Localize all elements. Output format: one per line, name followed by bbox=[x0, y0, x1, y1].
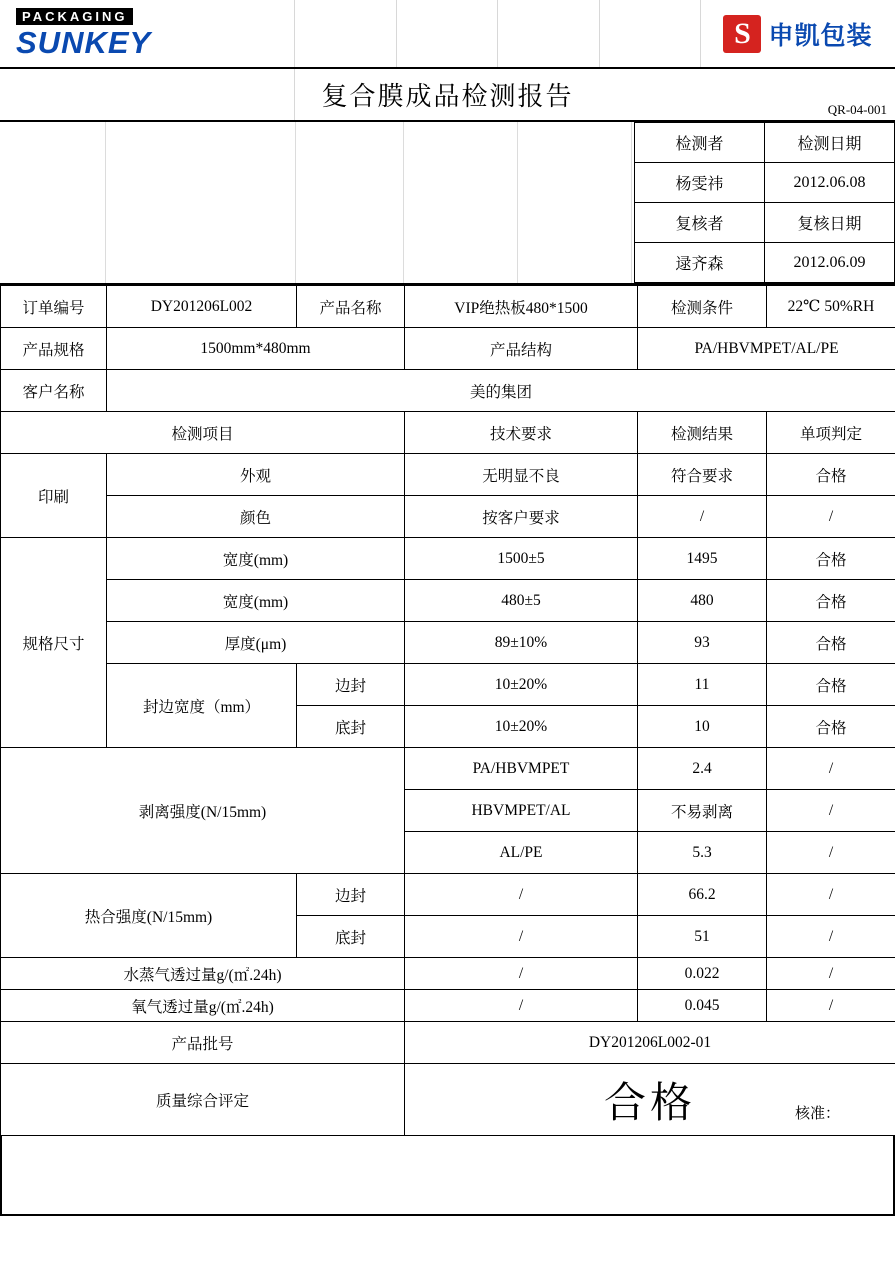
judge-bottom-seal: 合格 bbox=[767, 706, 895, 748]
judge-heatseal-bottom: / bbox=[767, 916, 895, 958]
req-bottom-seal: 10±20% bbox=[405, 706, 638, 748]
table-row-seal-1 bbox=[1, 664, 895, 706]
req-color: 按客户要求 bbox=[405, 496, 638, 538]
order-no-label: 订单编号 bbox=[1, 286, 107, 328]
result-color: / bbox=[638, 496, 767, 538]
header-item: 检测项目 bbox=[1, 412, 405, 454]
reviewer-name: 逯齐森 bbox=[635, 243, 765, 283]
table-row-heatseal-1 bbox=[1, 874, 895, 916]
header-judge: 单项判定 bbox=[767, 412, 895, 454]
table-row-order bbox=[1, 286, 895, 328]
group-dimension: 规格尺寸 bbox=[1, 538, 107, 748]
header-result: 检测结果 bbox=[638, 412, 767, 454]
test-condition-value: 22℃ 50%RH bbox=[767, 286, 895, 328]
judge-heatseal-side: / bbox=[767, 874, 895, 916]
item-side-seal: 边封 bbox=[297, 664, 405, 706]
group-peel-strength: 剥离强度(N/15mm) bbox=[1, 748, 405, 874]
document-code: QR-04-001 bbox=[827, 102, 887, 117]
result-heatseal-bottom: 51 bbox=[638, 916, 767, 958]
logo-packaging-text: PACKAGING bbox=[16, 8, 133, 25]
inspector-block bbox=[0, 122, 895, 285]
structure-label: 产品结构 bbox=[405, 328, 638, 370]
header-requirement: 技术要求 bbox=[405, 412, 638, 454]
result-peel-3: 5.3 bbox=[638, 832, 767, 874]
logo-sunkey-text: SUNKEY bbox=[16, 24, 152, 60]
req-heatseal-bottom: / bbox=[405, 916, 638, 958]
table-row-spec bbox=[1, 328, 895, 370]
review-date-label: 复核日期 bbox=[765, 203, 895, 243]
judge-side-seal: 合格 bbox=[767, 664, 895, 706]
item-appearance: 外观 bbox=[107, 454, 405, 496]
table-header-row bbox=[1, 412, 895, 454]
item-bottom-seal: 底封 bbox=[297, 706, 405, 748]
result-peel-2: 不易剥离 bbox=[638, 790, 767, 832]
order-no-value: DY201206L002 bbox=[107, 286, 297, 328]
table-row bbox=[635, 203, 895, 243]
judge-color: / bbox=[767, 496, 895, 538]
review-date-value: 2012.06.09 bbox=[765, 243, 895, 283]
judge-width-1: 合格 bbox=[767, 538, 895, 580]
item-width-1: 宽度(mm) bbox=[107, 538, 405, 580]
req-width-1: 1500±5 bbox=[405, 538, 638, 580]
judge-wvtr: / bbox=[767, 958, 895, 990]
reviewer-label: 复核者 bbox=[635, 203, 765, 243]
result-heatseal-side: 66.2 bbox=[638, 874, 767, 916]
item-thickness: 厚度(μm) bbox=[107, 622, 405, 664]
judge-otr: / bbox=[767, 990, 895, 1022]
sunkey-logo bbox=[0, 0, 295, 67]
inspect-date-value: 2012.06.08 bbox=[765, 163, 895, 203]
table-row-customer bbox=[1, 370, 895, 412]
req-heatseal-side: / bbox=[405, 874, 638, 916]
overall-label: 质量综合评定 bbox=[1, 1064, 405, 1136]
table-row-peel-1 bbox=[1, 748, 895, 790]
inspect-date-label: 检测日期 bbox=[765, 123, 895, 163]
result-appearance: 符合要求 bbox=[638, 454, 767, 496]
inspector-name: 杨雯祎 bbox=[635, 163, 765, 203]
overall-result-value: 合格 bbox=[603, 1080, 696, 1127]
structure-value: PA/HBVMPET/AL/PE bbox=[638, 328, 895, 370]
batch-label: 产品批号 bbox=[1, 1022, 405, 1064]
header-blank-columns bbox=[295, 0, 701, 67]
table-row-batch bbox=[1, 1022, 895, 1064]
product-name-value: VIP绝热板480*1500 bbox=[405, 286, 638, 328]
table-row-printing-1 bbox=[1, 454, 895, 496]
result-bottom-seal: 10 bbox=[638, 706, 767, 748]
report-table bbox=[0, 285, 895, 1136]
shenkai-logo-text: 申凯包装 bbox=[768, 21, 873, 50]
result-side-seal: 11 bbox=[638, 664, 767, 706]
product-name-label: 产品名称 bbox=[297, 286, 405, 328]
item-otr: 氧气透过量g/(㎡.24h) bbox=[1, 990, 405, 1022]
table-row bbox=[635, 163, 895, 203]
req-peel-2: HBVMPET/AL bbox=[405, 790, 638, 832]
item-color: 颜色 bbox=[107, 496, 405, 538]
judge-thickness: 合格 bbox=[767, 622, 895, 664]
result-thickness: 93 bbox=[638, 622, 767, 664]
approval-label: 核准： bbox=[794, 1106, 840, 1122]
inspector-table bbox=[634, 122, 895, 283]
page-title: 复合膜成品检测报告 bbox=[321, 82, 574, 111]
table-row-overall bbox=[1, 1064, 895, 1136]
spec-value: 1500mm*480mm bbox=[107, 328, 405, 370]
judge-appearance: 合格 bbox=[767, 454, 895, 496]
table-row-dim-2 bbox=[1, 580, 895, 622]
judge-peel-1: / bbox=[767, 748, 895, 790]
result-width-2: 480 bbox=[638, 580, 767, 622]
req-peel-3: AL/PE bbox=[405, 832, 638, 874]
req-thickness: 89±10% bbox=[405, 622, 638, 664]
item-heatseal-bottom: 底封 bbox=[297, 916, 405, 958]
req-width-2: 480±5 bbox=[405, 580, 638, 622]
result-otr: 0.045 bbox=[638, 990, 767, 1022]
group-seal-width: 封边宽度（mm） bbox=[107, 664, 297, 748]
req-otr: / bbox=[405, 990, 638, 1022]
shenkai-mark-icon: S bbox=[723, 15, 761, 53]
title-row bbox=[0, 69, 895, 122]
judge-peel-3: / bbox=[767, 832, 895, 874]
req-wvtr: / bbox=[405, 958, 638, 990]
judge-peel-2: / bbox=[767, 790, 895, 832]
customer-label: 客户名称 bbox=[1, 370, 107, 412]
spec-label: 产品规格 bbox=[1, 328, 107, 370]
table-row-dim-1 bbox=[1, 538, 895, 580]
table-row bbox=[635, 243, 895, 283]
overall-result-cell bbox=[405, 1064, 895, 1136]
bottom-rule bbox=[0, 1214, 895, 1216]
test-condition-label: 检测条件 bbox=[638, 286, 767, 328]
customer-value: 美的集团 bbox=[107, 370, 895, 412]
footer-blank-area bbox=[0, 1136, 895, 1214]
item-width-2: 宽度(mm) bbox=[107, 580, 405, 622]
req-appearance: 无明显不良 bbox=[405, 454, 638, 496]
table-row-dim-3 bbox=[1, 622, 895, 664]
group-printing: 印刷 bbox=[1, 454, 107, 538]
table-row-wvtr bbox=[1, 958, 895, 990]
table-row-otr bbox=[1, 990, 895, 1022]
table-row bbox=[635, 123, 895, 163]
item-heatseal-side: 边封 bbox=[297, 874, 405, 916]
inspector-label: 检测者 bbox=[635, 123, 765, 163]
result-wvtr: 0.022 bbox=[638, 958, 767, 990]
result-peel-1: 2.4 bbox=[638, 748, 767, 790]
judge-width-2: 合格 bbox=[767, 580, 895, 622]
group-heatseal-strength: 热合强度(N/15mm) bbox=[1, 874, 297, 958]
table-row-printing-2 bbox=[1, 496, 895, 538]
shenkai-logo bbox=[701, 0, 895, 67]
result-width-1: 1495 bbox=[638, 538, 767, 580]
batch-value: DY201206L002-01 bbox=[405, 1022, 895, 1064]
req-side-seal: 10±20% bbox=[405, 664, 638, 706]
page-header bbox=[0, 0, 895, 69]
item-wvtr: 水蒸气透过量g/(㎡.24h) bbox=[1, 958, 405, 990]
req-peel-1: PA/HBVMPET bbox=[405, 748, 638, 790]
